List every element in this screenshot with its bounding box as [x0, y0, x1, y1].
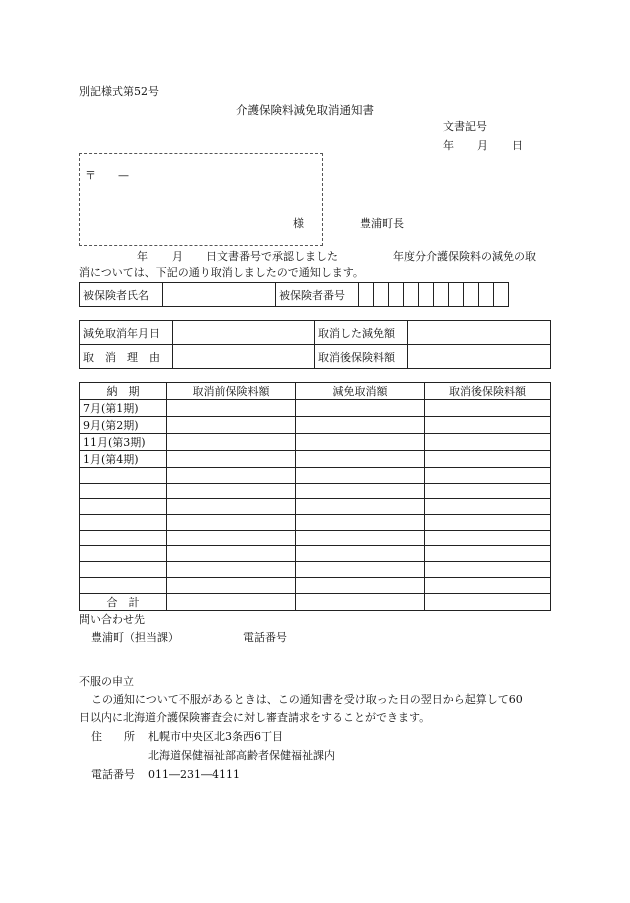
period-amount-cell[interactable]: [425, 400, 551, 417]
insured-number-label: 被保険者番号: [276, 283, 359, 307]
intro-month: 月: [172, 250, 183, 263]
period-label: 1月(第4期): [80, 451, 167, 468]
period-amount-cell[interactable]: [425, 562, 551, 578]
period-amount-cell[interactable]: [425, 451, 551, 468]
insured-name-label: 被保険者氏名: [80, 283, 163, 307]
issuer: 豊浦町長: [360, 217, 404, 230]
period-amount-cell[interactable]: [296, 577, 425, 593]
period-row: [80, 400, 551, 417]
document-title: 介護保険料減免取消通知書: [236, 103, 374, 117]
contact-phone-label: 電話番号: [243, 631, 287, 644]
cancel-info-table: [79, 320, 551, 369]
appeal-address-label: 住 所: [91, 730, 135, 743]
period-amount-cell[interactable]: [296, 483, 425, 499]
insured-number-digit[interactable]: [389, 283, 404, 307]
period-label: [80, 530, 167, 546]
period-total-cell[interactable]: [296, 593, 425, 610]
period-amount-cell[interactable]: [425, 499, 551, 515]
period-row: [80, 499, 551, 515]
period-amount-cell[interactable]: [425, 515, 551, 531]
period-amount-cell[interactable]: [425, 546, 551, 562]
period-table: [79, 382, 551, 611]
period-row: [80, 451, 551, 468]
period-amount-cell[interactable]: [167, 434, 296, 451]
period-amount-cell[interactable]: [296, 530, 425, 546]
period-total-cell[interactable]: [167, 593, 296, 610]
date-year: 年: [443, 139, 454, 152]
period-amount-cell[interactable]: [425, 483, 551, 499]
date-month: 月: [477, 139, 488, 152]
period-label: 7月(第1期): [80, 400, 167, 417]
period-amount-cell[interactable]: [296, 451, 425, 468]
period-amount-cell[interactable]: [296, 468, 425, 484]
appeal-address-value: 札幌市中央区北3条西6丁目: [148, 730, 283, 743]
period-header: 納 期: [80, 383, 167, 400]
period-header: 取消前保険料額: [167, 383, 296, 400]
intro-year: 年: [137, 250, 148, 263]
period-amount-cell[interactable]: [167, 468, 296, 484]
appeal-phone-label: 電話番号: [91, 768, 135, 781]
period-row: [80, 468, 551, 484]
cancel-reason-label: 取 消 理 由: [80, 345, 173, 369]
insured-number-digit[interactable]: [494, 283, 509, 307]
cancelled-amount-label: 取消した減免額: [315, 321, 408, 345]
period-amount-cell[interactable]: [167, 451, 296, 468]
period-amount-cell[interactable]: [296, 417, 425, 434]
period-row: [80, 515, 551, 531]
period-row: [80, 417, 551, 434]
cancel-date-label: 減免取消年月日: [80, 321, 173, 345]
date-day: 日: [512, 139, 523, 152]
period-label: [80, 562, 167, 578]
address-box: [79, 153, 323, 246]
after-premium-label: 取消後保険料額: [315, 345, 408, 369]
insured-number-digit[interactable]: [449, 283, 464, 307]
period-amount-cell[interactable]: [425, 530, 551, 546]
appeal-line1: この通知について不服があるときは、この通知書を受け取った日の翌日から起算して60: [91, 693, 523, 706]
appeal-phone-value: 011―231―4111: [148, 768, 240, 781]
period-total-label: 合 計: [80, 593, 167, 610]
period-total-cell[interactable]: [425, 593, 551, 610]
period-amount-cell[interactable]: [167, 499, 296, 515]
period-amount-cell[interactable]: [296, 499, 425, 515]
cancel-reason-field[interactable]: [173, 345, 315, 369]
period-row: [80, 577, 551, 593]
insured-number-digit[interactable]: [419, 283, 434, 307]
period-amount-cell[interactable]: [425, 468, 551, 484]
period-amount-cell[interactable]: [425, 417, 551, 434]
insured-table: [79, 282, 509, 307]
form-number: 別記様式第52号: [79, 85, 159, 98]
postal-mark: 〒: [85, 169, 96, 182]
period-total-row: [80, 593, 551, 610]
insured-number-digit[interactable]: [434, 283, 449, 307]
period-row: [80, 483, 551, 499]
period-label: 11月(第3期): [80, 434, 167, 451]
period-amount-cell[interactable]: [425, 434, 551, 451]
period-amount-cell[interactable]: [425, 577, 551, 593]
insured-name-field[interactable]: [163, 283, 276, 307]
doc-number-label: 文書記号: [443, 120, 487, 133]
intro-line2: 消については、下記の通り取消しましたので通知します。: [79, 266, 364, 279]
insured-number-digit[interactable]: [479, 283, 494, 307]
period-row: [80, 434, 551, 451]
period-amount-cell[interactable]: [296, 546, 425, 562]
period-amount-cell[interactable]: [296, 434, 425, 451]
period-amount-cell[interactable]: [167, 546, 296, 562]
intro-day-docno: 日文書番号で承認しました: [206, 250, 338, 263]
period-row: [80, 562, 551, 578]
period-label: 9月(第2期): [80, 417, 167, 434]
insured-number-digit[interactable]: [404, 283, 419, 307]
cancelled-amount-field[interactable]: [408, 321, 551, 345]
after-premium-field[interactable]: [408, 345, 551, 369]
period-header: 取消後保険料額: [425, 383, 551, 400]
period-label: [80, 577, 167, 593]
insured-number-digit[interactable]: [464, 283, 479, 307]
period-header: 減免取消額: [296, 383, 425, 400]
period-amount-cell[interactable]: [167, 562, 296, 578]
period-amount-cell[interactable]: [167, 483, 296, 499]
period-amount-cell[interactable]: [167, 400, 296, 417]
appeal-heading: 不服の申立: [79, 675, 134, 688]
period-amount-cell[interactable]: [167, 530, 296, 546]
period-amount-cell[interactable]: [167, 577, 296, 593]
period-label: [80, 483, 167, 499]
contact-heading: 問い合わせ先: [79, 613, 145, 626]
period-label: [80, 546, 167, 562]
period-amount-cell[interactable]: [296, 400, 425, 417]
insured-number-digit[interactable]: [374, 283, 389, 307]
honorific: 様: [293, 217, 304, 230]
intro-fiscal: 年度分介護保険料の減免の取: [393, 250, 536, 263]
period-row: [80, 546, 551, 562]
period-amount-cell[interactable]: [167, 515, 296, 531]
period-label: [80, 499, 167, 515]
period-row: [80, 530, 551, 546]
insured-number-digit[interactable]: [359, 283, 374, 307]
period-label: [80, 468, 167, 484]
period-amount-cell[interactable]: [296, 562, 425, 578]
period-amount-cell[interactable]: [167, 417, 296, 434]
appeal-office: 北海道保健福祉部高齢者保健福祉課内: [148, 749, 335, 762]
period-label: [80, 515, 167, 531]
appeal-line2: 日以内に北海道介護保険審査会に対し審査請求をすることができます。: [79, 711, 431, 724]
period-amount-cell[interactable]: [296, 515, 425, 531]
cancel-date-field[interactable]: [173, 321, 315, 345]
postal-dash: —: [118, 169, 129, 182]
contact-dept: 豊浦町（担当課）: [91, 631, 179, 644]
